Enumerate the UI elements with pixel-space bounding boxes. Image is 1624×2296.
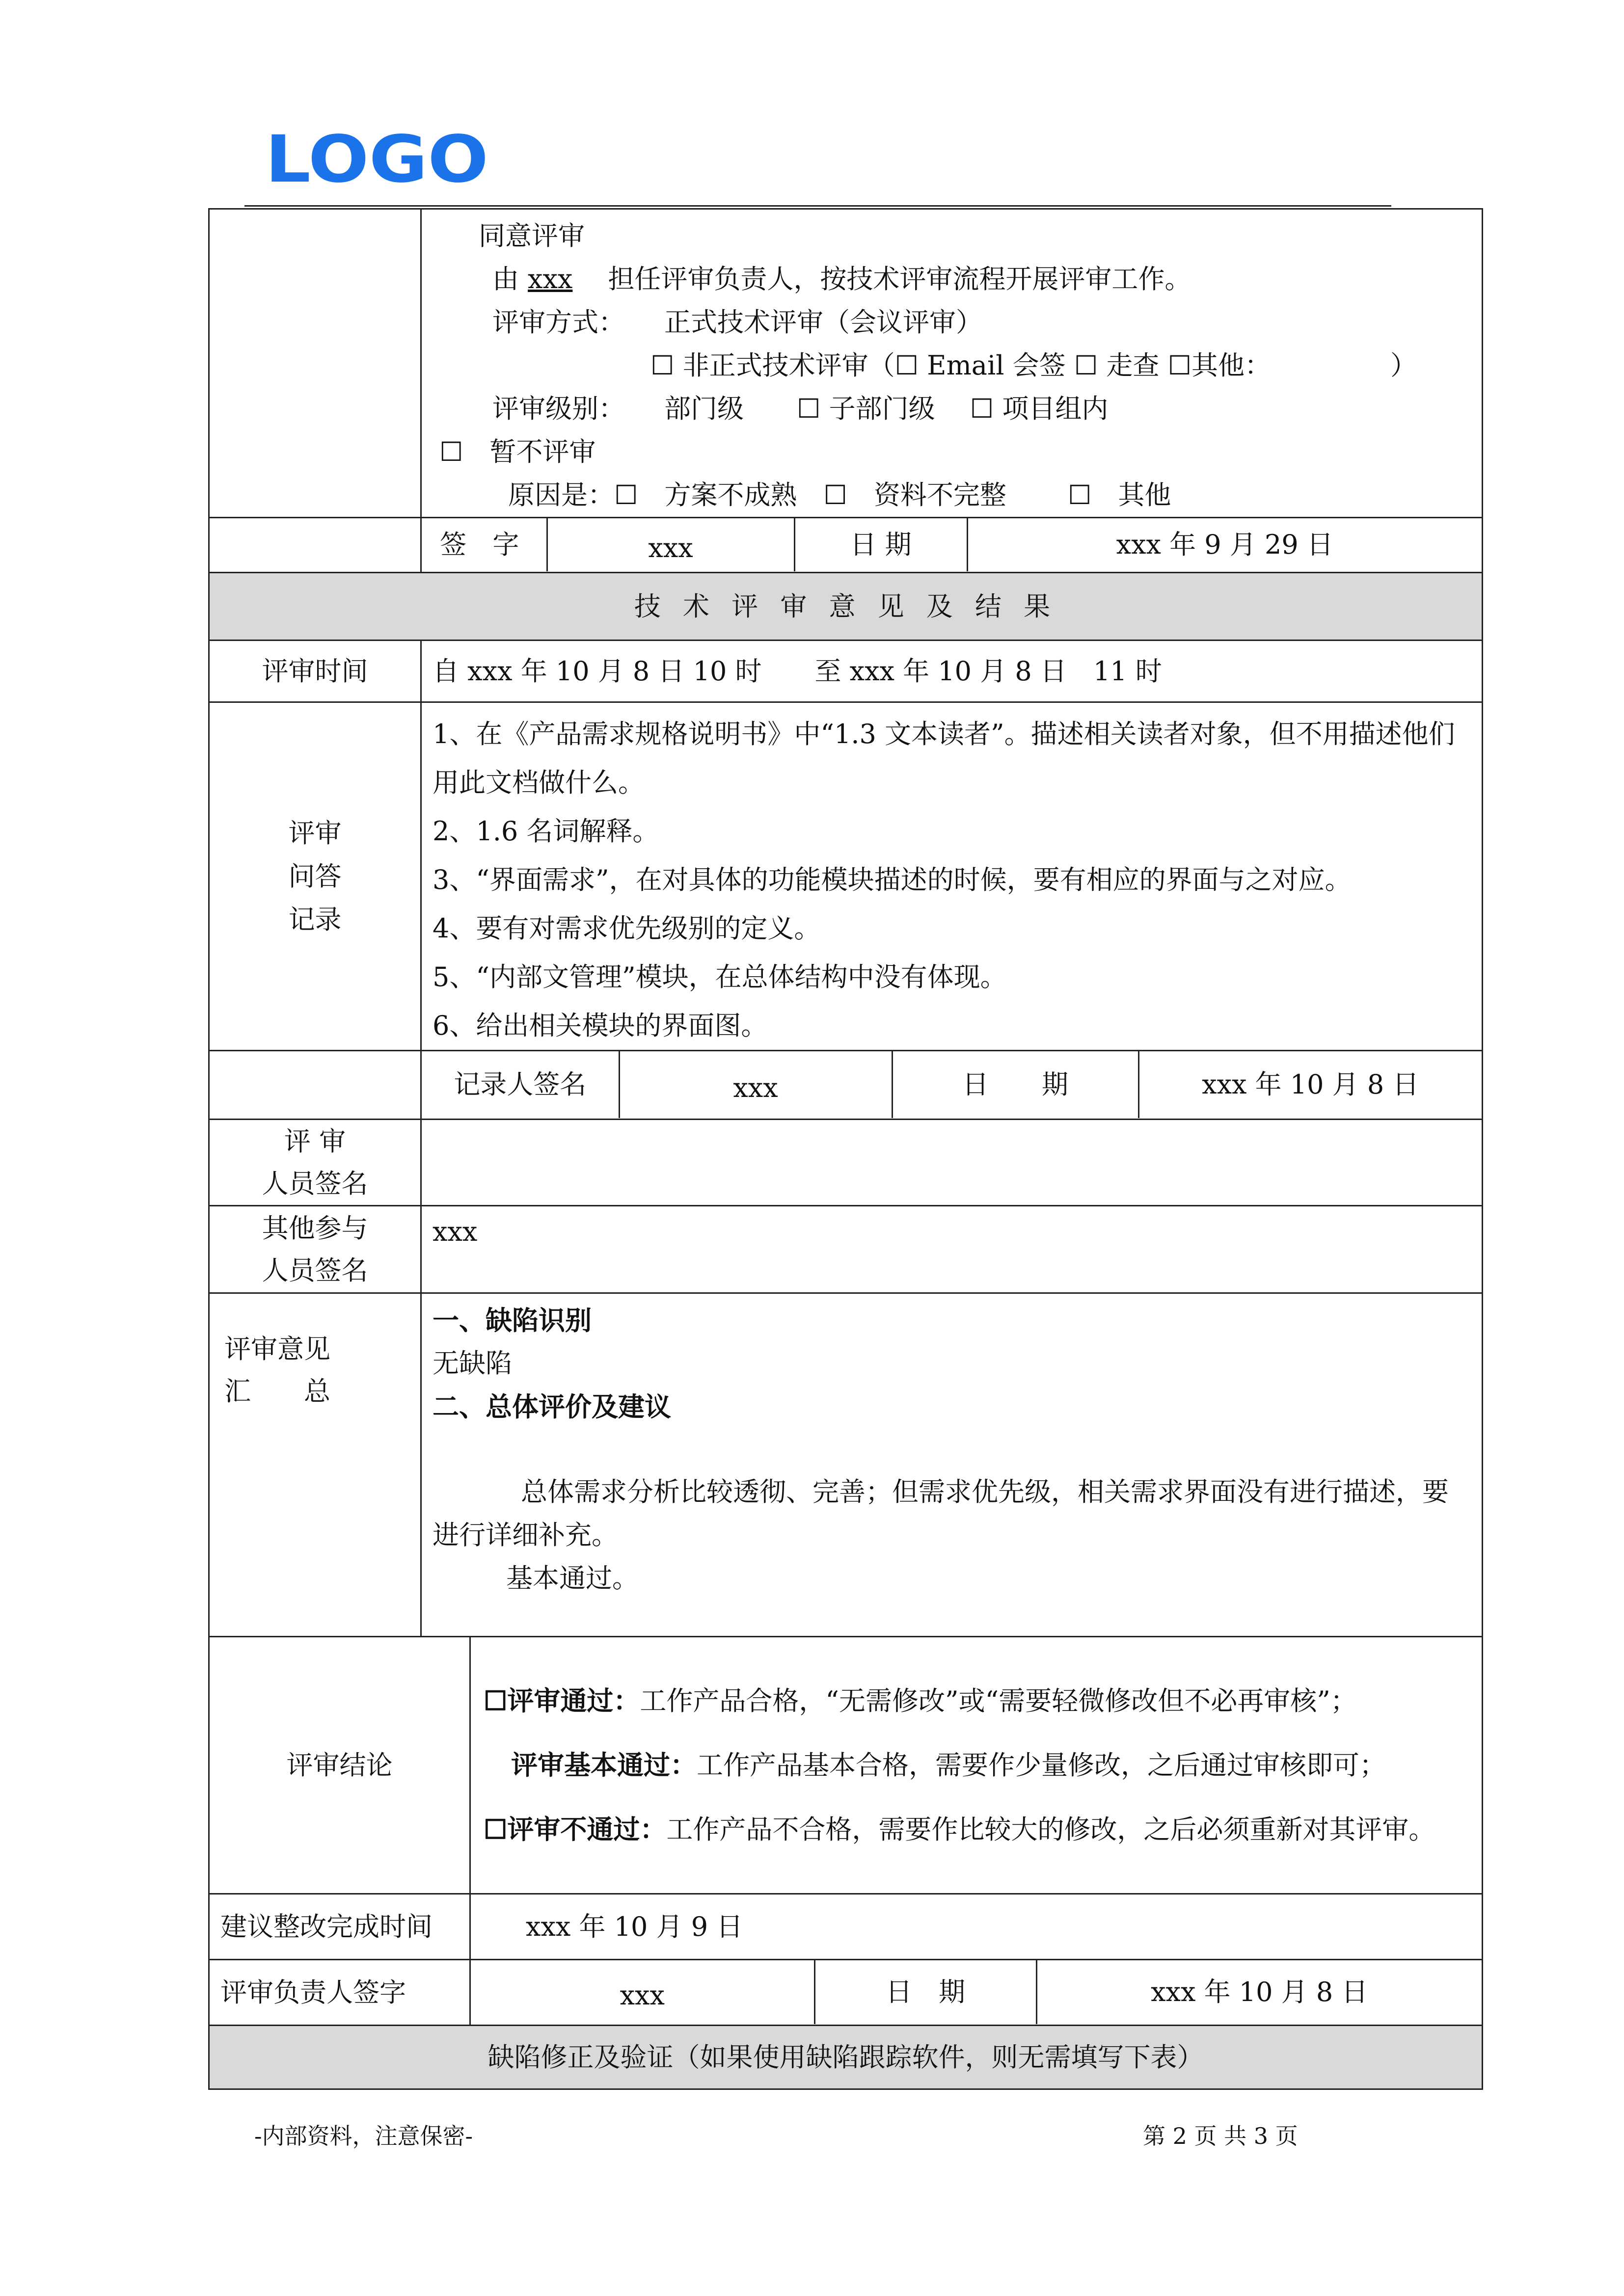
sign-date-label: 日 期 bbox=[794, 518, 967, 571]
method-formal: 正式技术评审（会议评审） bbox=[664, 307, 982, 338]
others-label bbox=[209, 1206, 421, 1293]
footer-page-number: 第 2 页 共 3 页 bbox=[1143, 2123, 1298, 2149]
conclusion-option-basic bbox=[484, 1733, 1469, 1797]
qa-item: 1、在《产品需求规格说明书》中“1.3 文本读者”。描述相关读者对象，但不用描述他们用此文档做什么。 bbox=[433, 719, 1455, 798]
level-line bbox=[439, 387, 1482, 430]
summary-label-line: 评审意见 bbox=[224, 1334, 330, 1364]
approval-cell bbox=[421, 209, 1483, 518]
section-title: 技 术 评 审 意 见 及 结 果 bbox=[209, 573, 1483, 641]
qa-label bbox=[209, 702, 421, 1051]
lead-name: xxx bbox=[528, 264, 573, 294]
review-lead-line bbox=[439, 258, 1482, 301]
qa-item: 2、1.6 名词解释。 bbox=[433, 816, 659, 847]
qa-item: 6、给出相关模块的界面图。 bbox=[433, 1010, 768, 1041]
lead-prefix: 由 bbox=[492, 264, 519, 294]
qa-item: 3、“界面需求”，在对具体的功能模块描述的时候，要有相应的界面与之对应。 bbox=[433, 864, 1352, 895]
level-options: 部门级 ☐ 子部门级 ☐ 项目组内 bbox=[664, 393, 1109, 424]
option-basic-title: 评审基本通过： bbox=[511, 1749, 697, 1781]
lead-suffix: 担任评审负责人，按技术评审流程开展评审工作。 bbox=[608, 264, 1191, 294]
recorder-date-value: xxx 年 10 月 8 日 bbox=[1202, 1069, 1419, 1100]
lead-sign-date-value: xxx 年 10 月 8 日 bbox=[1151, 1976, 1368, 2007]
summary-heading-defects: 一、缺陷识别 bbox=[433, 1305, 592, 1336]
pause-review: ☐ 暂不评审 bbox=[439, 436, 596, 467]
qa-item: 4、要有对需求优先级别的定义。 bbox=[433, 913, 821, 944]
header-rule bbox=[244, 205, 1391, 207]
summary-defects: 无缺陷 bbox=[433, 1348, 512, 1379]
qa-item: 5、“内部文管理”模块，在总体结构中没有体现。 bbox=[433, 961, 1007, 992]
summary-label-line: 汇 总 bbox=[224, 1376, 330, 1407]
fix-time-label: 建议整改完成时间 bbox=[209, 1894, 470, 1960]
lead-sign-date-label: 日 期 bbox=[814, 1960, 1036, 2024]
method-informal: ☐ 非正式技术评审（☐ Email 会签 ☐ 走查 ☐其他： ） bbox=[650, 350, 1417, 381]
logo bbox=[265, 127, 491, 190]
sign-row-cell bbox=[421, 518, 1483, 573]
reviewers-label-line: 人员签名 bbox=[262, 1168, 368, 1199]
option-pass-text: 工作产品合格，“无需修改”或“需要轻微修改但不必再审核”； bbox=[640, 1685, 1357, 1716]
others-label-line: 其他参与 bbox=[262, 1212, 368, 1244]
reviewers-label bbox=[209, 1120, 421, 1206]
recorder-row-cell bbox=[421, 1051, 1483, 1120]
review-time-label: 评审时间 bbox=[209, 641, 421, 702]
reviewers-value bbox=[421, 1120, 1483, 1206]
summary-label bbox=[209, 1293, 421, 1637]
review-time-value: 自 xxx 年 10 月 8 日 10 时 至 xxx 年 10 月 8 日 11 时 bbox=[421, 641, 1483, 702]
summary-result: 基本通过。 bbox=[506, 1563, 639, 1594]
agree-text: 同意评审 bbox=[479, 220, 585, 251]
recorder-blank-cell bbox=[209, 1051, 421, 1120]
option-pass-title: ☐评审通过： bbox=[484, 1685, 640, 1716]
logo-text: LOGO bbox=[265, 127, 488, 190]
sign-date-value: xxx 年 9 月 29 日 bbox=[1116, 529, 1333, 560]
defect-fix-title: 缺陷修正及验证（如果使用缺陷跟踪软件，则无需填写下表） bbox=[209, 2026, 1483, 2089]
summary-cell bbox=[421, 1293, 1483, 1637]
qa-label-line: 评审 bbox=[288, 817, 342, 849]
summary-paragraph: 总体需求分析比较透彻、完善；但需求优先级，相关需求界面没有进行描述，要进行详细补充。 bbox=[433, 1476, 1449, 1550]
others-label-line: 人员签名 bbox=[262, 1255, 368, 1286]
lead-sign-value: xxx bbox=[471, 1960, 814, 2024]
qa-label-line: 问答 bbox=[288, 860, 342, 892]
pause-reason: 原因是：☐ 方案不成熟 ☐ 资料不完整 ☐ 其他 bbox=[508, 480, 1171, 510]
method-line bbox=[439, 301, 1482, 344]
lead-sign-row-cell bbox=[470, 1960, 1483, 2026]
option-basic-text: 工作产品基本合格，需要作少量修改，之后通过审核即可； bbox=[697, 1750, 1386, 1781]
option-fail-title: ☐评审不通过： bbox=[484, 1814, 667, 1845]
others-value: xxx bbox=[421, 1206, 1483, 1293]
conclusion-option-pass bbox=[484, 1669, 1469, 1733]
summary-heading-evaluation: 二、总体评价及建议 bbox=[433, 1391, 671, 1422]
qa-items bbox=[421, 702, 1483, 1051]
sign-value: xxx bbox=[547, 518, 794, 571]
recorder-label: 记录人签名 bbox=[422, 1051, 619, 1118]
method-label: 评审方式： bbox=[492, 307, 625, 338]
conclusion-label: 评审结论 bbox=[209, 1637, 470, 1894]
fix-time-value: xxx 年 10 月 9 日 bbox=[470, 1894, 1483, 1960]
review-form bbox=[208, 208, 1483, 2090]
reviewers-label-line: 评 审 bbox=[284, 1125, 346, 1157]
approval-blank-cell bbox=[209, 209, 421, 518]
option-fail-text: 工作产品不合格，需要作比较大的修改，之后必须重新对其评审。 bbox=[666, 1814, 1435, 1845]
sign-blank-cell bbox=[209, 518, 421, 573]
recorder-value: xxx bbox=[619, 1051, 892, 1118]
conclusion-option-fail bbox=[484, 1797, 1469, 1862]
conclusion-options bbox=[470, 1637, 1483, 1894]
qa-label-line: 记录 bbox=[288, 904, 342, 935]
footer-confidential: -内部资料，注意保密- bbox=[254, 2123, 473, 2149]
level-label: 评审级别： bbox=[492, 393, 625, 424]
sign-label: 签 字 bbox=[422, 518, 547, 571]
lead-sign-label: 评审负责人签字 bbox=[209, 1960, 470, 2026]
recorder-date-label: 日 期 bbox=[892, 1051, 1138, 1118]
